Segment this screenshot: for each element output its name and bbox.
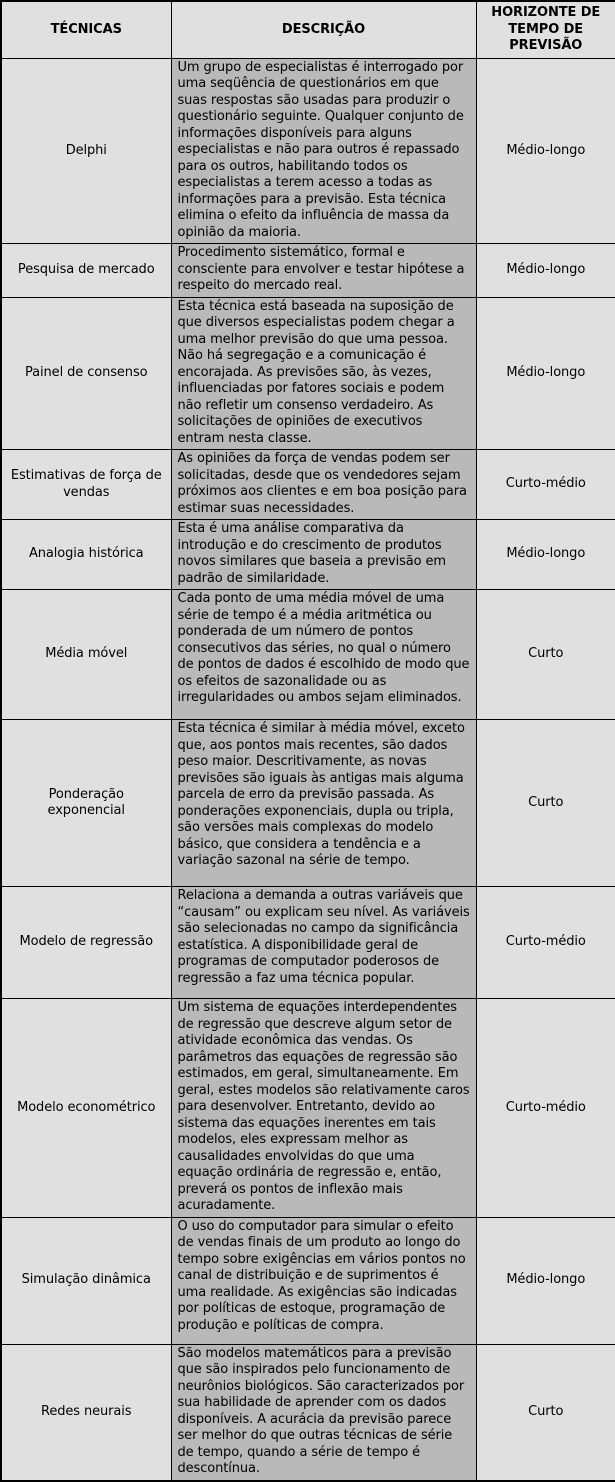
descricao-cell: Um sistema de equações interdependentes de regressão que descreve algum setor de atividade econômica das vendas. Os parâmetros das equações de regressão são estimados, em geral, simultaneamente. Em geral, estes modelos são relativamente caros para desenvolver. Entretanto, devido ao sistema das equações inerentes em tais modelos, eles expressam melhor as causalidades envolvidas do que uma equação ordinária de regressão e, então, preverá os pontos de inflexão mais acuradamente. [171, 999, 476, 1218]
tecnica-cell: Estimativas de força de vendas [1, 450, 171, 520]
table-row-delphi [1, 58, 615, 244]
tecnica-cell: Analogia histórica [1, 520, 171, 590]
horizonte-cell: Curto [476, 590, 615, 720]
tecnica-cell: Simulação dinâmica [1, 1217, 171, 1344]
horizonte-cell: Médio-longo [476, 244, 615, 298]
descricao-cell: Cada ponto de uma média móvel de uma série de tempo é a média aritmética ou ponderada de um número de pontos consecutivos das séries, no qual o número de pontos de dados é escolhido de modo que os efeitos de sazonalidade ou as irregularidades ou ambos sejam eliminados. [171, 590, 476, 720]
table-row-pesquisa-de-mercado [1, 244, 615, 298]
table-row-analogia-historica [1, 520, 615, 590]
header-descricao: DESCRIÇÃO [171, 1, 476, 58]
tecnica-cell: Redes neurais [1, 1344, 171, 1481]
horizonte-cell: Médio-longo [476, 58, 615, 244]
horizonte-cell: Médio-longo [476, 1217, 615, 1344]
table-row-painel-de-consenso [1, 297, 615, 450]
descricao-cell: Procedimento sistemático, formal e consciente para envolver e testar hipótese a respeito do mercado real. [171, 244, 476, 298]
table-row-media-movel [1, 590, 615, 720]
descricao-cell: Esta técnica é similar à média móvel, exceto que, aos pontos mais recentes, são dados peso maior. Descritivamente, as novas previsões são iguais às antigas mais alguma parcela de erro da previsão passada. As ponderações exponenciais, dupla ou tripla, são versões mais complexas do modelo básico, que considera a tendência e a variação sazonal na série de tempo. [171, 720, 476, 887]
descricao-cell: As opiniões da força de vendas podem ser solicitadas, desde que os vendedores sejam próximos aos clientes e em boa posição para estimar suas necessidades. [171, 450, 476, 520]
descricao-cell: Um grupo de especialistas é interrogado por uma seqüência de questionários em que suas respostas são usadas para produzir o questionário seguinte. Qualquer conjunto de informações disponíveis para alguns especialistas e não para outros é repassado para os outros, habilitando todos os especialistas a terem acesso a todas as informações para a previsão. Esta técnica elimina o efeito da influência de massa da opinião da maioria. [171, 58, 476, 244]
horizonte-cell: Curto-médio [476, 450, 615, 520]
table-row-ponderacao-exponencial [1, 720, 615, 887]
descricao-cell: São modelos matemáticos para a previsão que são inspirados pelo funcionamento de neurônios biológicos. São caracterizados por sua habilidade de aprender com os dados disponíveis. A acurácia da previsão parece ser melhor do que outras técnicas de série de tempo, quando a série de tempo é descontínua. [171, 1344, 476, 1481]
header-horizonte: HORIZONTE DE TEMPO DE PREVISÃO [476, 1, 615, 58]
descricao-cell: Esta é uma análise comparativa da introdução e do crescimento de produtos novos similares que baseia a previsão em padrão de similaridade. [171, 520, 476, 590]
horizonte-cell: Curto [476, 720, 615, 887]
horizonte-cell: Curto-médio [476, 999, 615, 1218]
table-row-estimativas-forca-vendas [1, 450, 615, 520]
tecnica-cell: Delphi [1, 58, 171, 244]
table-row-redes-neurais [1, 1344, 615, 1481]
tecnica-cell: Painel de consenso [1, 297, 171, 450]
table-row-simulacao-dinamica [1, 1217, 615, 1344]
tecnica-cell: Pesquisa de mercado [1, 244, 171, 298]
tecnica-cell: Modelo econométrico [1, 999, 171, 1218]
horizonte-cell: Curto [476, 1344, 615, 1481]
tecnica-cell: Média móvel [1, 590, 171, 720]
descricao-cell: O uso do computador para simular o efeito de vendas finais de um produto ao longo do tempo sobre exigências em vários pontos no canal de distribuição e de suprimentos é uma realidade. As exigências são indicadas por políticas de estoque, programação de produção e políticas de compra. [171, 1217, 476, 1344]
descricao-cell: Esta técnica está baseada na suposição de que diversos especialistas podem chegar a uma melhor previsão do que uma pessoa. Não há segregação e a comunicação é encorajada. As previsões são, às vezes, influenciadas por fatores sociais e podem não refletir um consenso verdadeiro. As solicitações de opiniões de executivos entram nesta classe. [171, 297, 476, 450]
header-tecnicas: TÉCNICAS [1, 1, 171, 58]
horizonte-cell: Curto-médio [476, 887, 615, 999]
tecnica-cell: Ponderação exponencial [1, 720, 171, 887]
horizonte-cell: Médio-longo [476, 297, 615, 450]
horizonte-cell: Médio-longo [476, 520, 615, 590]
header-row [1, 1, 615, 58]
table-row-modelo-econometrico [1, 999, 615, 1218]
table-row-modelo-de-regressao [1, 887, 615, 999]
descricao-cell: Relaciona a demanda a outras variáveis que “causam” ou explicam seu nível. As variáveis são selecionadas no campo da significância estatística. A disponibilidade geral de programas de computador poderosos de regressão a faz uma técnica popular. [171, 887, 476, 999]
tecnica-cell: Modelo de regressão [1, 887, 171, 999]
